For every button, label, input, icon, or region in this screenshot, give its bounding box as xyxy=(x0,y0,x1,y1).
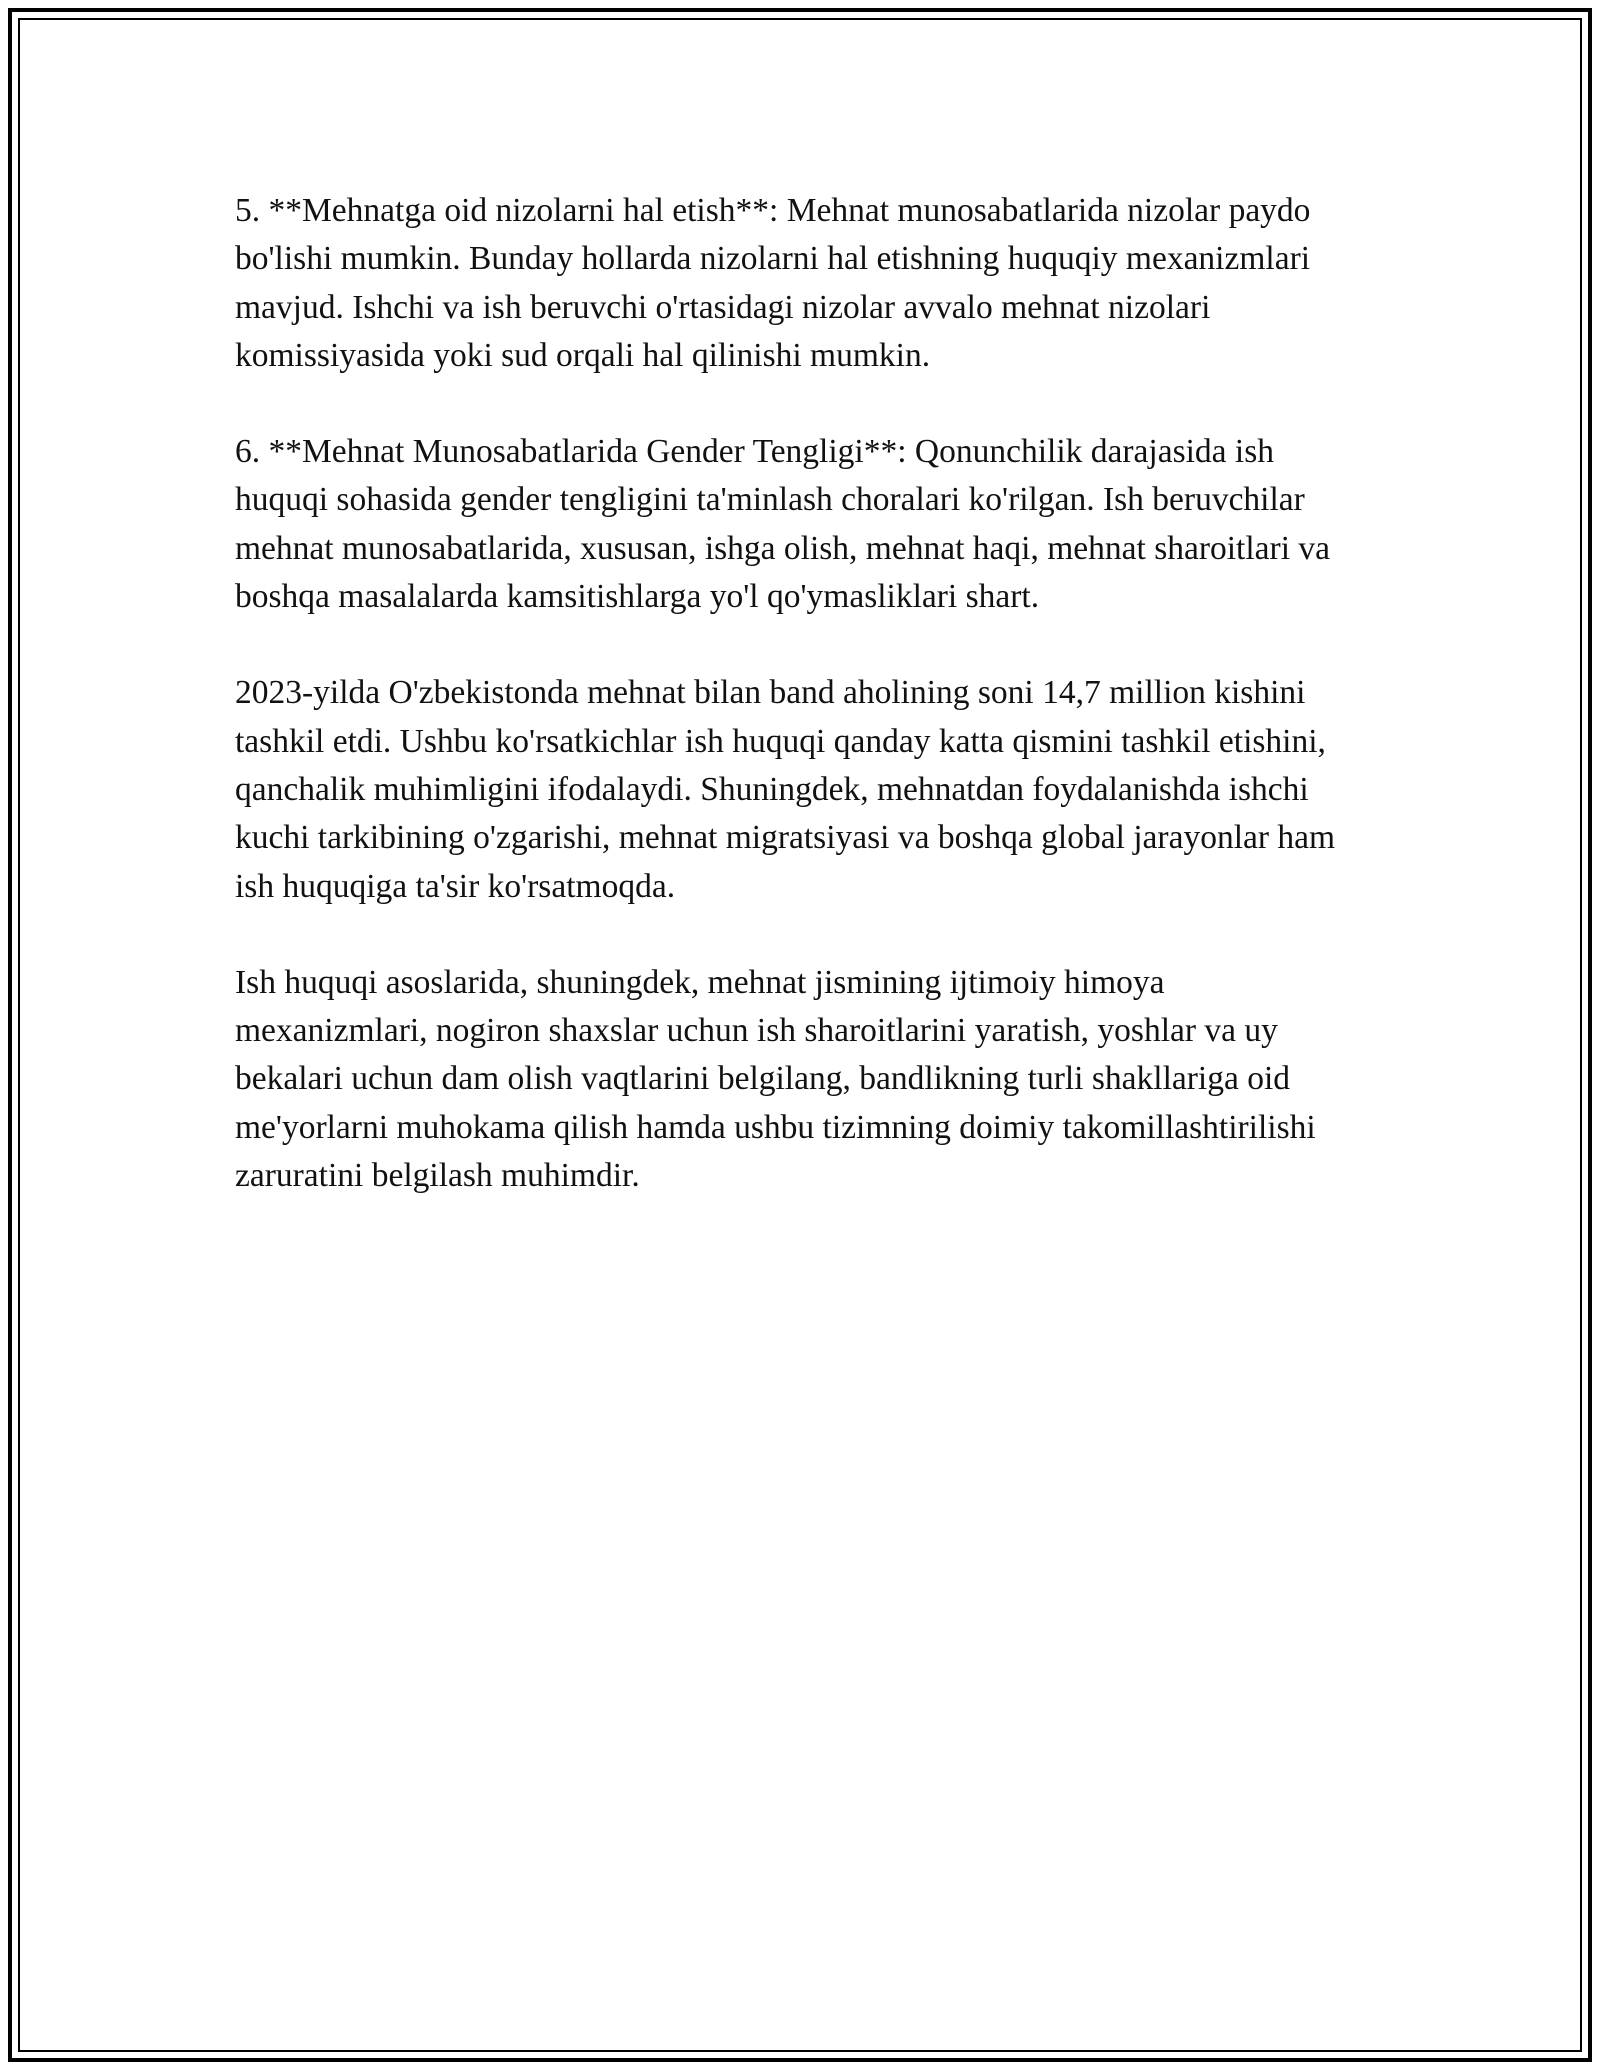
document-body xyxy=(235,187,1365,1248)
paragraph-gender-equality: 6. **Mehnat Munosabatlarida Gender Tengligi**: Qonunchilik darajasida ish huquqi sohasida gender tengligini ta'minlash choralari ko'rilgan. Ish beruvchilar mehnat munosabatlarida, xususan, ishga olish, mehnat haqi, mehnat sharoitlari va boshqa masalalarda kamsitishlarga yo'l qo'ymasliklari shart. xyxy=(235,433,1330,616)
paragraph-employment-statistics: 2023-yilda O'zbekistonda mehnat bilan band aholining soni 14,7 million kishini tashkil etdi. Ushbu ko'rsatkichlar ish huquqi qanday katta qismini tashkil etishini, qanchalik muhimligini ifodalaydi. Shuningdek, mehnatdan foydalanishda ishchi kuchi tarkibining o'zgarishi, mehnat migratsiyasi va boshqa global jarayonlar ham ish huquqiga ta'sir ko'rsatmoqda. xyxy=(235,674,1336,905)
paragraph-social-protection: Ish huquqi asoslarida, shuningdek, mehnat jismining ijtimoiy himoya mexanizmlari, nogiron shaxslar uchun ish sharoitlarini yaratish, yoshlar va uy bekalari uchun dam olish vaqtlarini belgilang, bandlikning turli shakllariga oid me'yorlarni muhokama qilish hamda ushbu tizimning doimiy takomillashtirilishi zaruratini belgilash muhimdir. xyxy=(235,963,1316,1195)
paragraph-labor-disputes: 5. **Mehnatga oid nizolarni hal etish**: Mehnat munosabatlarida nizolar paydo bo'lishi mumkin. Bunday hollarda nizolarni hal etishning huquqiy mexanizmlari mavjud. Ishchi va ish beruvchi o'rtasidagi nizolar avvalo mehnat nizolari komissiyasida yoki sud orqali hal qilinishi mumkin. xyxy=(235,192,1311,374)
